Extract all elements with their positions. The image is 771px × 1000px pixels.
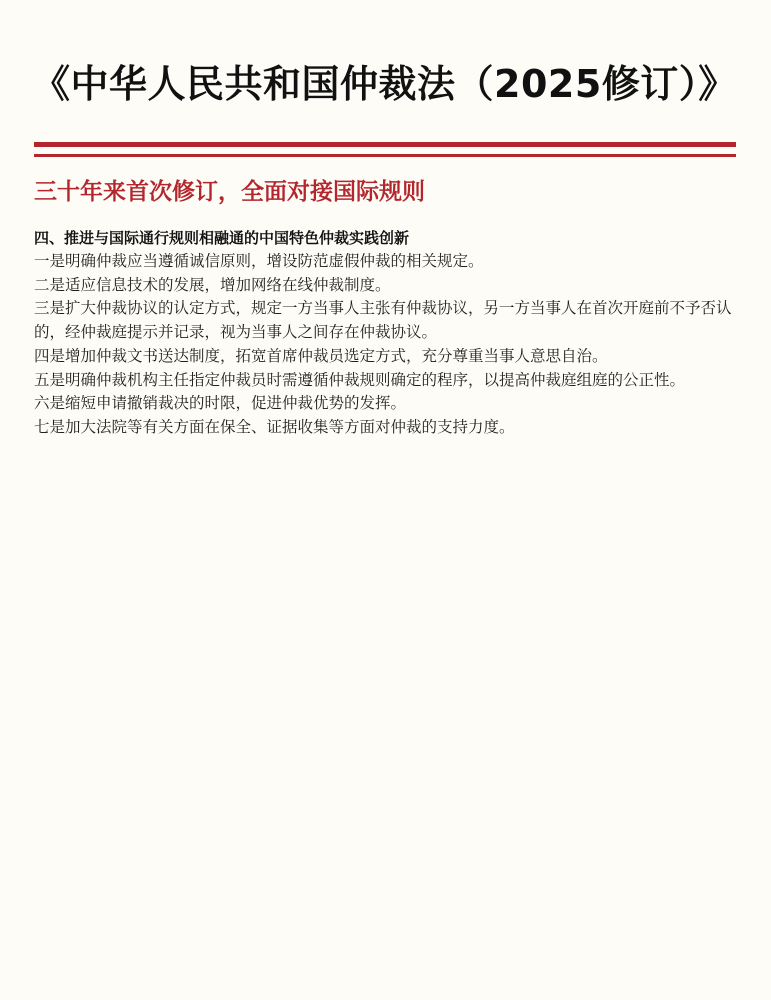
article-body: [34, 226, 734, 440]
list-item: 三是扩大仲裁协议的认定方式，规定一方当事人主张有仲裁协议，另一方当事人在首次开庭前不予否认的，经仲裁庭提示并记录，视为当事人之间存在仲裁协议。: [34, 299, 732, 342]
list-item: 五是明确仲裁机构主任指定仲裁员时需遵循仲裁规则确定的程序，以提高仲裁庭组庭的公正性。: [34, 370, 686, 389]
title-divider-thin: [34, 154, 736, 157]
title-divider-thick: [34, 142, 736, 147]
list-item: 六是缩短申请撤销裁决的时限，促进仲裁优势的发挥。: [34, 394, 407, 413]
list-item: 七是加大法院等有关方面在保全、证据收集等方面对仲裁的支持力度。: [34, 417, 515, 436]
section-heading: 四、推进与国际通行规则相融通的中国特色仲裁实践创新: [34, 229, 410, 247]
list-item: 一是明确仲裁应当遵循诚信原则，增设防范虚假仲裁的相关规定。: [34, 252, 484, 270]
list-item: 四是增加仲裁文书送达制度，拓宽首席仲裁员选定方式，充分尊重当事人意思自治。: [34, 346, 608, 365]
page-subtitle: 三十年来首次修订，全面对接国际规则: [34, 178, 425, 205]
page-title: 《中华人民共和国仲裁法（2025修订）》: [32, 62, 737, 106]
list-item: 二是适应信息技术的发展，增加网络在线仲裁制度。: [34, 275, 391, 294]
